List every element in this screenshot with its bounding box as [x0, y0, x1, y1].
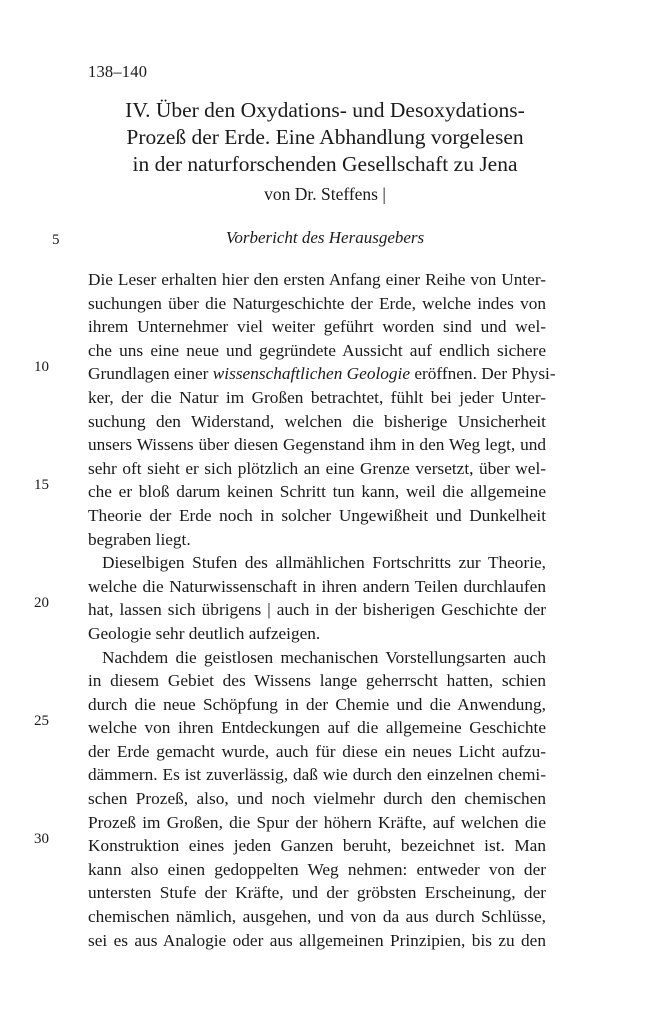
body-text: [88, 268, 556, 952]
text-line: sei es aus Analogie oder aus allgemeinen Prinzipien, bis zu den: [88, 930, 546, 950]
text-line: hat, lassen sich übrigens | auch in der bisherigen Geschichte der: [88, 600, 546, 620]
section-heading: Vorbericht des Herausgebers: [225, 228, 425, 247]
text-line: Prozeß im Großen, die Spur der höhern Kräfte, auf welchen die: [88, 812, 546, 832]
text-line: Die Leser erhalten hier den ersten Anfang einer Reihe von Unter-: [88, 270, 546, 289]
text-line: der Erde gemacht wurde, auch für diese ein neues Licht aufzu-: [88, 741, 546, 761]
text-line: sehr oft sieht er sich plötzlich an eine Grenze versetzt, über wel-: [88, 458, 546, 478]
text-line: che er bloß darum keinen Schritt tun kann, weil die allgemeine: [88, 482, 546, 502]
text-line: Theorie der Erde noch in solcher Ungewißheit und Dunkelheit: [88, 505, 546, 525]
text-line: ker, der die Natur im Großen betrachtet, fühlt bei jeder Unter-: [88, 387, 546, 407]
text-line: suchungen über die Naturgeschichte der Erde, welche indes von: [88, 293, 546, 313]
text-line: [88, 362, 556, 386]
text-line: chemischen nämlich, ausgehen, und von da aus durch Schlüsse,: [88, 907, 546, 927]
text-line: Konstruktion eines jeden Ganzen beruht, bezeichnet ist. Man: [88, 836, 546, 856]
text-line: unsers Wissens über diesen Gegenstand ihm in den Weg legt, und: [88, 435, 546, 455]
text-line: welche von ihren Entdeckungen auf die allgemeine Geschichte: [88, 718, 546, 738]
text-line: che uns eine neue und gegründete Aussicht auf endlich sichere: [88, 340, 546, 360]
text-line: Dieselbigen Stufen des allmählichen Fortschritts zur Theorie,: [102, 553, 546, 573]
text-span: eröffnen. Der Physi-: [410, 364, 556, 384]
text-line: untersten Stufe der Kräfte, und der gröbsten Erscheinung, der: [88, 883, 546, 903]
chapter-title-line: IV. Über den Oxydations- und Desoxydations-: [125, 98, 525, 122]
text-line: begraben liegt.: [88, 529, 191, 549]
text-span: Grundlagen einer: [88, 364, 213, 384]
line-number: 30: [34, 831, 49, 847]
text-line: in diesem Gebiet des Wissens lange geherrscht hatten, schien: [88, 671, 546, 691]
text-line: ihrem Unternehmer viel weiter geführt worden sind und wel-: [88, 317, 546, 337]
page-number: 138–140: [88, 62, 148, 81]
line-number: 20: [34, 595, 49, 611]
text-line: durch die neue Schöpfung in der Chemie und die Anwendung,: [88, 694, 546, 714]
chapter-title-line: Prozeß der Erde. Eine Abhandlung vorgelesen: [126, 125, 524, 149]
text-line: welche die Naturwissenschaft in ihren andern Teilen durchlaufen: [88, 576, 546, 596]
text-line: schen Prozeß, also, und noch vielmehr durch den chemischen: [88, 789, 546, 809]
line-number: 25: [34, 713, 49, 729]
italic-term: wissenschaftlichen Geologie: [212, 364, 411, 384]
chapter-title-line: in der naturforschenden Gesellschaft zu Jena: [132, 152, 518, 176]
author-byline: von Dr. Steffens |: [264, 184, 386, 204]
chapter-title-block: [60, 97, 590, 206]
text-line: Geologie sehr deutlich aufzeigen.: [88, 623, 321, 643]
text-line: Nachdem die geistlosen mechanischen Vorstellungsarten auch: [102, 647, 546, 667]
text-line: kann also einen gedoppelten Weg nehmen: entweder von der: [88, 859, 546, 879]
line-number: 15: [34, 477, 49, 493]
text-line: suchung den Widerstand, welchen die bisherige Unsicherheit: [88, 411, 546, 431]
line-number: 5: [52, 232, 60, 248]
text-line: dämmern. Es ist zuverlässig, daß wie durch den einzelnen chemi-: [88, 765, 546, 785]
line-number: 10: [34, 359, 49, 375]
